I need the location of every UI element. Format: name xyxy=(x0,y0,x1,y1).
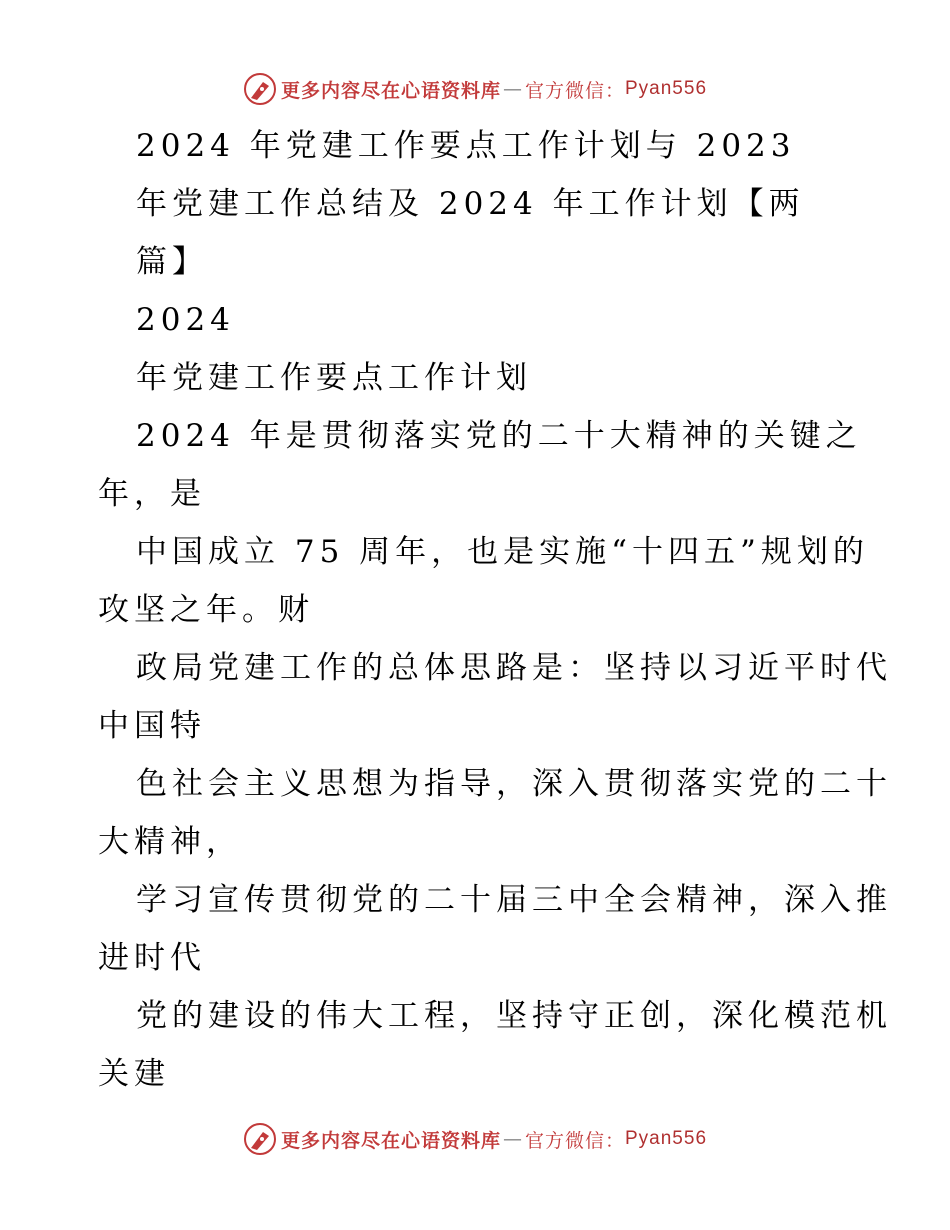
body-line-7: 色社会主义思想为指导，深入贯彻落实党的二十 xyxy=(136,766,892,802)
watermark-account: Pyan556 xyxy=(625,78,708,99)
body-line-9: 学习宣传贯彻党的二十届三中全会精神，深入推 xyxy=(136,882,892,918)
body-line-2: 年，是 xyxy=(98,476,206,512)
body-line-8: 大精神， xyxy=(98,824,242,860)
footer-watermark xyxy=(0,1122,950,1156)
body-line-10: 进时代 xyxy=(98,940,206,976)
watermark-brand-text: 更多内容尽在心语资料库 xyxy=(280,1129,501,1152)
header-watermark xyxy=(0,72,950,106)
pen-nib-logo-icon xyxy=(243,72,277,106)
body-line-3: 中国成立 75 周年，也是实施“十四五”规划的 xyxy=(136,534,869,570)
body-line-12: 关建 xyxy=(98,1056,170,1092)
section-heading-line-1: 2024 xyxy=(136,302,235,338)
body-line-5: 政局党建工作的总体思路是：坚持以习近平时代 xyxy=(136,650,892,686)
body-line-1: 2024 年是贯彻落实党的二十大精神的关键之 xyxy=(136,418,862,454)
section-heading-line-2: 年党建工作要点工作计划 xyxy=(136,360,532,396)
pen-nib-logo-icon xyxy=(243,1122,277,1156)
watermark-separator: — xyxy=(502,1128,523,1150)
body-line-6: 中国特 xyxy=(98,708,206,744)
doc-title-line-3: 篇】 xyxy=(136,244,208,280)
watermark-brand-text: 更多内容尽在心语资料库 xyxy=(280,79,501,102)
body-line-11: 党的建设的伟大工程，坚持守正创，深化模范机 xyxy=(136,998,892,1034)
watermark-wechat-label: 官方微信： xyxy=(524,79,625,102)
doc-title-line-1: 2024 年党建工作要点工作计划与 2023 xyxy=(136,128,796,164)
watermark-account: Pyan556 xyxy=(625,1128,708,1149)
watermark-wechat-label: 官方微信： xyxy=(524,1129,625,1152)
body-line-4: 攻坚之年。财 xyxy=(98,592,314,628)
doc-title-line-2: 年党建工作总结及 2024 年工作计划【两 xyxy=(136,186,805,222)
watermark-separator: — xyxy=(502,78,523,100)
